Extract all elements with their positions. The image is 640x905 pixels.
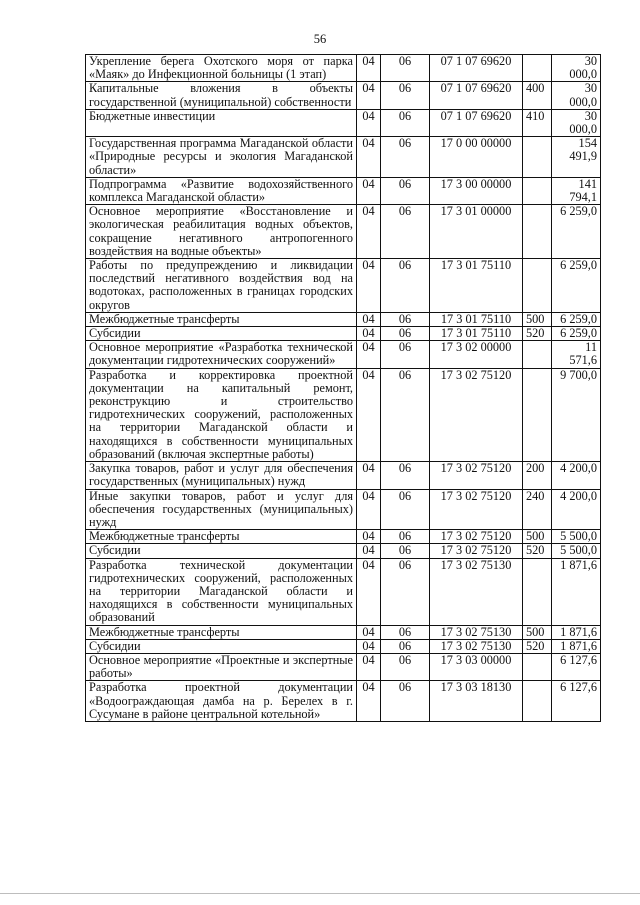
row-amount: 6 259,0 [552,327,601,341]
row-target-code: 17 3 01 00000 [430,205,523,259]
row-section: 04 [357,489,381,530]
row-subsection: 06 [381,137,430,178]
table-row [86,205,601,259]
row-name: Разработка и корректировка проектной документации на капитальный ремонт, реконструкцию и строительство гидротехнических сооружений, расположенных на территории Магаданской области и находящихся в собственности муниципальных образований (включая экспертные работы) [86,368,357,461]
row-expense-type [523,137,552,178]
row-expense-type: 500 [523,530,552,544]
row-amount: 5 500,0 [552,530,601,544]
table-row [86,55,601,82]
row-section: 04 [357,312,381,326]
row-target-code: 17 3 00 00000 [430,177,523,204]
table-row [86,530,601,544]
row-expense-type: 240 [523,489,552,530]
row-target-code: 17 3 02 75120 [430,544,523,558]
row-name: Межбюджетные трансферты [86,625,357,639]
row-target-code: 07 1 07 69620 [430,55,523,82]
row-subsection: 06 [381,205,430,259]
table-row [86,177,601,204]
row-name: Работы по предупреждению и ликвидации последствий негативного воздействия вод на водотоках, расположенных в границах городских округов [86,259,357,313]
row-section: 04 [357,137,381,178]
table-row [86,653,601,680]
row-expense-type [523,558,552,625]
row-target-code: 17 3 02 75120 [430,368,523,461]
row-amount: 6 127,6 [552,653,601,680]
row-section: 04 [357,462,381,489]
row-section: 04 [357,341,381,368]
table-row [86,109,601,136]
table-row [86,259,601,313]
row-amount: 141 794,1 [552,177,601,204]
row-expense-type: 200 [523,462,552,489]
row-subsection: 06 [381,544,430,558]
row-subsection: 06 [381,489,430,530]
row-subsection: 06 [381,109,430,136]
row-expense-type [523,368,552,461]
row-amount: 30 000,0 [552,109,601,136]
budget-table-body [86,55,601,722]
row-section: 04 [357,653,381,680]
table-row [86,462,601,489]
row-target-code: 17 3 01 75110 [430,327,523,341]
row-amount: 30 000,0 [552,82,601,109]
row-amount: 6 259,0 [552,259,601,313]
row-expense-type [523,177,552,204]
row-subsection: 06 [381,558,430,625]
row-target-code: 17 3 02 75120 [430,530,523,544]
row-name: Разработка проектной документации «Водоограждающая дамба на р. Берелех в г. Сусумане в районе центральной котельной» [86,681,357,722]
row-subsection: 06 [381,462,430,489]
row-subsection: 06 [381,681,430,722]
row-section: 04 [357,109,381,136]
row-name: Основное мероприятие «Разработка технической документации гидротехнических сооружений» [86,341,357,368]
row-subsection: 06 [381,639,430,653]
row-subsection: 06 [381,625,430,639]
row-target-code: 17 3 03 00000 [430,653,523,680]
row-subsection: 06 [381,177,430,204]
row-name: Подпрограмма «Развитие водохозяйственного комплекса Магаданской области» [86,177,357,204]
table-row [86,544,601,558]
table-row [86,312,601,326]
row-target-code: 17 3 01 75110 [430,259,523,313]
row-subsection: 06 [381,82,430,109]
row-target-code: 17 3 01 75110 [430,312,523,326]
table-row [86,327,601,341]
page-bottom-divider [0,893,640,894]
row-expense-type [523,55,552,82]
row-name: Капитальные вложения в объекты государственной (муниципальной) собственности [86,82,357,109]
row-amount: 6 259,0 [552,312,601,326]
row-expense-type [523,341,552,368]
table-row [86,625,601,639]
row-amount: 30 000,0 [552,55,601,82]
row-amount: 154 491,9 [552,137,601,178]
page-number: 56 [313,32,327,46]
row-subsection: 06 [381,55,430,82]
row-name: Укрепление берега Охотского моря от парка «Маяк» до Инфекционной больницы (1 этап) [86,55,357,82]
row-subsection: 06 [381,312,430,326]
row-section: 04 [357,82,381,109]
row-section: 04 [357,205,381,259]
row-name: Закупка товаров, работ и услуг для обеспечения государственных (муниципальных) нужд [86,462,357,489]
row-expense-type: 500 [523,312,552,326]
row-name: Межбюджетные трансферты [86,530,357,544]
row-section: 04 [357,55,381,82]
row-target-code: 17 3 02 75120 [430,489,523,530]
row-target-code: 17 3 02 75130 [430,558,523,625]
row-target-code: 17 0 00 00000 [430,137,523,178]
row-target-code: 07 1 07 69620 [430,82,523,109]
row-subsection: 06 [381,341,430,368]
row-section: 04 [357,327,381,341]
row-expense-type: 410 [523,109,552,136]
row-section: 04 [357,530,381,544]
row-subsection: 06 [381,368,430,461]
row-subsection: 06 [381,530,430,544]
table-row [86,368,601,461]
row-expense-type [523,681,552,722]
row-amount: 4 200,0 [552,462,601,489]
row-amount: 5 500,0 [552,544,601,558]
row-expense-type [523,259,552,313]
row-target-code: 17 3 02 75120 [430,462,523,489]
row-amount: 9 700,0 [552,368,601,461]
row-section: 04 [357,259,381,313]
row-amount: 11 571,6 [552,341,601,368]
row-target-code: 17 3 02 75130 [430,639,523,653]
row-expense-type: 500 [523,625,552,639]
row-expense-type: 520 [523,639,552,653]
table-row [86,639,601,653]
budget-table [85,54,601,722]
table-row [86,341,601,368]
row-subsection: 06 [381,327,430,341]
row-amount: 6 259,0 [552,205,601,259]
row-name: Субсидии [86,327,357,341]
row-section: 04 [357,639,381,653]
row-name: Разработка технической документации гидротехнических сооружений, расположенных на территории Магаданской области и находящихся в собственности муниципальных образований [86,558,357,625]
row-target-code: 17 3 02 00000 [430,341,523,368]
row-amount: 1 871,6 [552,625,601,639]
row-target-code: 17 3 03 18130 [430,681,523,722]
row-name: Субсидии [86,639,357,653]
table-row [86,489,601,530]
row-section: 04 [357,544,381,558]
row-amount: 4 200,0 [552,489,601,530]
row-name: Бюджетные инвестиции [86,109,357,136]
row-target-code: 17 3 02 75130 [430,625,523,639]
row-amount: 6 127,6 [552,681,601,722]
row-amount: 1 871,6 [552,558,601,625]
table-row [86,558,601,625]
row-name: Субсидии [86,544,357,558]
row-name: Основное мероприятие «Проектные и экспертные работы» [86,653,357,680]
table-row [86,681,601,722]
row-section: 04 [357,558,381,625]
row-expense-type [523,653,552,680]
row-section: 04 [357,368,381,461]
row-name: Основное мероприятие «Восстановление и экологическая реабилитация водных объектов, сокращение негативного антропогенного воздействия на водные объекты» [86,205,357,259]
row-name: Иные закупки товаров, работ и услуг для обеспечения государственных (муниципальных) нужд [86,489,357,530]
row-expense-type: 400 [523,82,552,109]
row-name: Межбюджетные трансферты [86,312,357,326]
table-row [86,137,601,178]
row-section: 04 [357,681,381,722]
row-amount: 1 871,6 [552,639,601,653]
row-section: 04 [357,625,381,639]
row-target-code: 07 1 07 69620 [430,109,523,136]
row-section: 04 [357,177,381,204]
row-expense-type: 520 [523,327,552,341]
row-expense-type: 520 [523,544,552,558]
row-subsection: 06 [381,259,430,313]
row-subsection: 06 [381,653,430,680]
row-expense-type [523,205,552,259]
row-name: Государственная программа Магаданской области «Природные ресурсы и экология Магаданской области» [86,137,357,178]
table-row [86,82,601,109]
